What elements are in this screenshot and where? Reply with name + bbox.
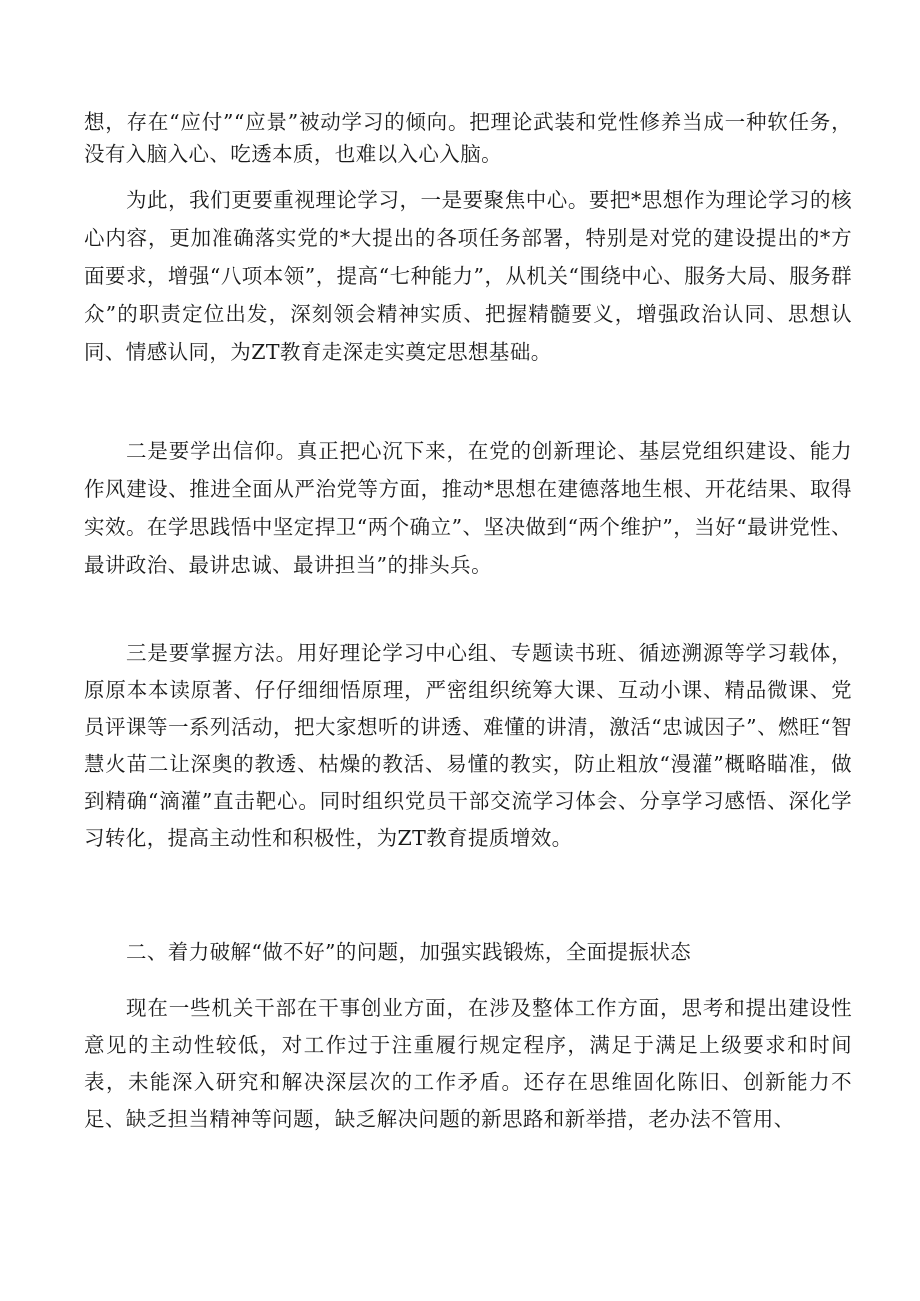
paragraph-focus-center: 为此，我们更要重视理论学习，一是要聚焦中心。要把*思想作为理论学习的核心内容，更加准确落实党的*大提出的各项任务部署，特别是对党的建设提出的*方面要求，增强“八项本领”，提高“七种能力”，从机关“围绕中心、服务大局、服务群众”的职责定位出发，深刻领会精神实质、把握精髓要义，增强政治认同、思想认同、情感认同，为ZT教育走深走实奠定思想基础。	[84, 188, 852, 364]
paragraph-problems: 现在一些机关干部在干事创业方面，在涉及整体工作方面，思考和提出建设性意见的主动性较低，对工作过于注重履行规定程序，满足于满足上级要求和时间表，未能深入研究和解决深层次的工作矛盾。还存在思维固化陈旧、创新能力不足、缺乏担当精神等问题，缺乏解决问题的新思路和新举措，老办法不管用、	[84, 996, 852, 1131]
paragraph-master-methods: 三是要掌握方法。用好理论学习中心组、专题读书班、循迹溯源等学习载体，原原本本读原著、仔仔细细悟原理，严密组织统筹大课、互动小课、精品微课、党员评课等一系列活动，把大家想听的讲透、难懂的讲清，激活“忠诚因子”、燃旺“智慧火苗二让深奥的教透、枯燥的教活、易懂的教实，防止粗放“漫灌”概略瞄准，做到精确“滴灌”直击靶心。同时组织党员干部交流学习体会、分享学习感悟、深化学习转化，提高主动性和积极性，为ZT教育提质增效。	[84, 641, 852, 850]
section-heading: 二、着力破解“做不好”的问题，加强实践锻炼，全面提振状态	[126, 940, 692, 964]
paragraph-continuation: 想，存在“应付”“应景”被动学习的倾向。把理论武装和党性修养当成一种软任务，没有入脑入心、吃透本质，也难以入心入脑。	[84, 110, 852, 166]
paragraph-learn-faith: 二是要学出信仰。真正把心沉下来，在党的创新理论、基层党组织建设、能力作风建设、推进全面从严治党等方面，推动*思想在建德落地生根、开花结果、取得实效。在学思践悟中坚定捍卫“两个确立”、坚决做到“两个维护”，当好“最讲党性、最讲政治、最讲忠诚、最讲担当”的排头兵。	[84, 439, 852, 577]
